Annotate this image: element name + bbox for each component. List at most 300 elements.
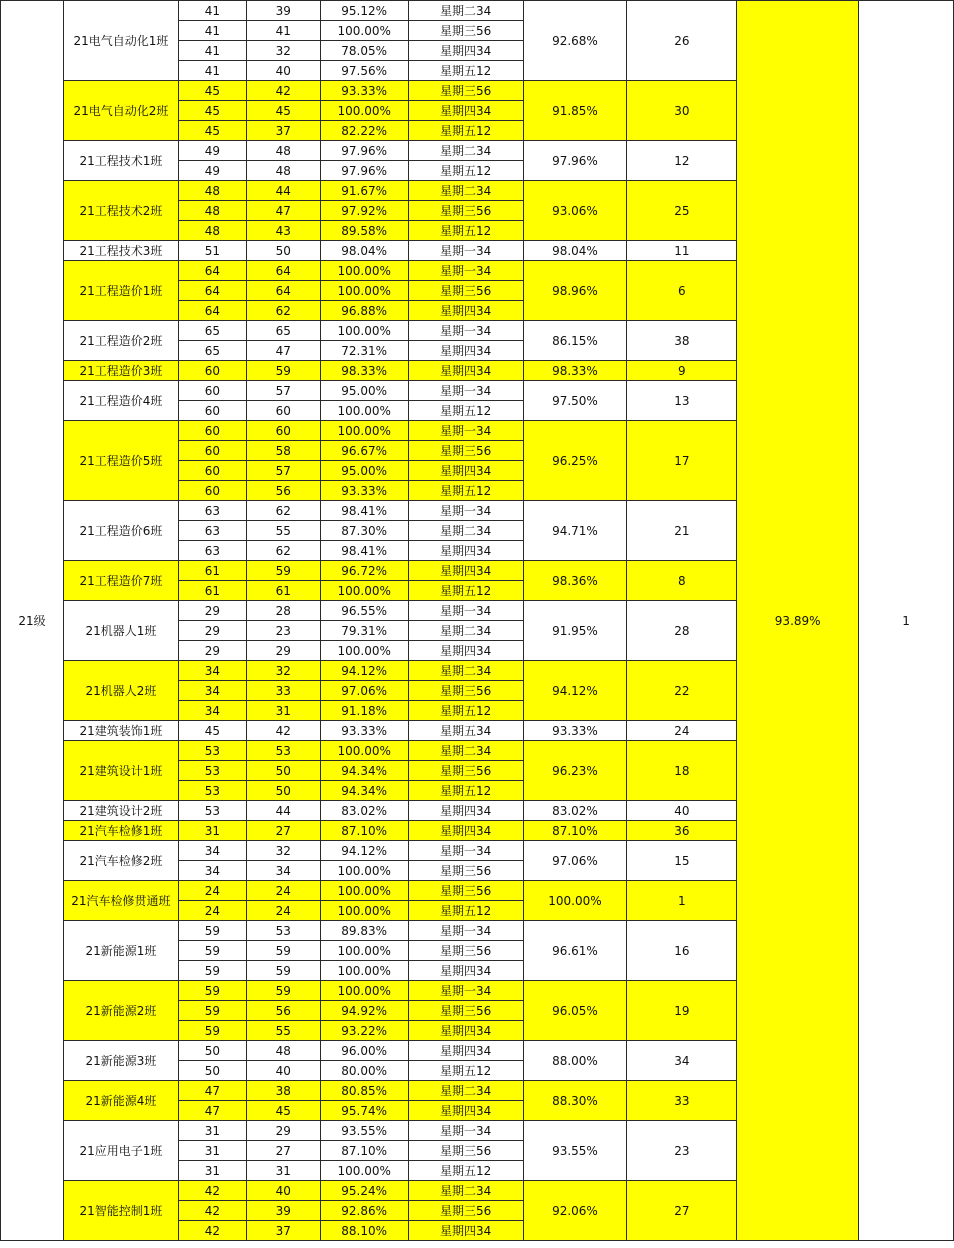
class-rank-cell: 30 <box>627 81 737 141</box>
attendance-rate-cell: 100.00% <box>320 281 408 301</box>
class-name-cell: 21汽车检修贯通班 <box>63 881 178 921</box>
enrolled-cell: 51 <box>178 241 246 261</box>
class-rate-cell: 96.05% <box>523 981 627 1041</box>
class-name-cell: 21工程造价2班 <box>63 321 178 361</box>
session-cell: 星期四34 <box>408 1021 523 1041</box>
enrolled-cell: 64 <box>178 261 246 281</box>
class-name-cell: 21新能源1班 <box>63 921 178 981</box>
attendance-rate-cell: 98.04% <box>320 241 408 261</box>
class-rate-cell: 98.36% <box>523 561 627 601</box>
class-rank-cell: 24 <box>627 721 737 741</box>
attendance-rate-cell: 100.00% <box>320 401 408 421</box>
present-cell: 62 <box>246 301 320 321</box>
present-cell: 42 <box>246 81 320 101</box>
class-name-cell: 21电气自动化1班 <box>63 1 178 81</box>
class-name-cell: 21建筑设计2班 <box>63 801 178 821</box>
class-rank-cell: 36 <box>627 821 737 841</box>
enrolled-cell: 31 <box>178 1121 246 1141</box>
session-cell: 星期一34 <box>408 321 523 341</box>
session-cell: 星期一34 <box>408 261 523 281</box>
class-name-cell: 21建筑设计1班 <box>63 741 178 801</box>
enrolled-cell: 34 <box>178 701 246 721</box>
attendance-rate-cell: 100.00% <box>320 1161 408 1181</box>
session-cell: 星期三56 <box>408 441 523 461</box>
enrolled-cell: 48 <box>178 201 246 221</box>
present-cell: 28 <box>246 601 320 621</box>
class-name-cell: 21智能控制1班 <box>63 1181 178 1241</box>
class-rank-cell: 38 <box>627 321 737 361</box>
attendance-rate-cell: 93.33% <box>320 81 408 101</box>
enrolled-cell: 53 <box>178 781 246 801</box>
class-name-cell: 21工程造价6班 <box>63 501 178 561</box>
session-cell: 星期三56 <box>408 681 523 701</box>
enrolled-cell: 63 <box>178 521 246 541</box>
session-cell: 星期二34 <box>408 521 523 541</box>
present-cell: 41 <box>246 21 320 41</box>
class-rank-cell: 34 <box>627 1041 737 1081</box>
attendance-rate-cell: 97.96% <box>320 141 408 161</box>
class-rate-cell: 97.96% <box>523 141 627 181</box>
class-rank-cell: 22 <box>627 661 737 721</box>
session-cell: 星期四34 <box>408 561 523 581</box>
class-name-cell: 21新能源2班 <box>63 981 178 1041</box>
attendance-rate-cell: 100.00% <box>320 941 408 961</box>
class-rank-cell: 1 <box>627 881 737 921</box>
enrolled-cell: 60 <box>178 361 246 381</box>
class-rate-cell: 100.00% <box>523 881 627 921</box>
class-rank-cell: 40 <box>627 801 737 821</box>
class-rate-cell: 86.15% <box>523 321 627 361</box>
enrolled-cell: 31 <box>178 1161 246 1181</box>
attendance-rate-cell: 100.00% <box>320 421 408 441</box>
enrolled-cell: 59 <box>178 1021 246 1041</box>
attendance-rate-cell: 95.74% <box>320 1101 408 1121</box>
present-cell: 62 <box>246 501 320 521</box>
enrolled-cell: 45 <box>178 81 246 101</box>
enrolled-cell: 63 <box>178 541 246 561</box>
session-cell: 星期四34 <box>408 361 523 381</box>
attendance-rate-cell: 93.33% <box>320 721 408 741</box>
attendance-rate-cell: 97.92% <box>320 201 408 221</box>
enrolled-cell: 53 <box>178 761 246 781</box>
present-cell: 44 <box>246 801 320 821</box>
session-cell: 星期一34 <box>408 601 523 621</box>
session-cell: 星期二34 <box>408 621 523 641</box>
present-cell: 59 <box>246 981 320 1001</box>
attendance-rate-cell: 94.92% <box>320 1001 408 1021</box>
attendance-rate-cell: 97.06% <box>320 681 408 701</box>
enrolled-cell: 42 <box>178 1201 246 1221</box>
class-rank-cell: 18 <box>627 741 737 801</box>
attendance-rate-cell: 100.00% <box>320 741 408 761</box>
attendance-rate-cell: 89.58% <box>320 221 408 241</box>
class-name-cell: 21建筑装饰1班 <box>63 721 178 741</box>
enrolled-cell: 41 <box>178 21 246 41</box>
attendance-rate-cell: 96.67% <box>320 441 408 461</box>
enrolled-cell: 31 <box>178 1141 246 1161</box>
present-cell: 40 <box>246 1061 320 1081</box>
attendance-rate-cell: 96.72% <box>320 561 408 581</box>
enrolled-cell: 65 <box>178 341 246 361</box>
session-cell: 星期五12 <box>408 221 523 241</box>
class-rank-cell: 26 <box>627 1 737 81</box>
session-cell: 星期一34 <box>408 241 523 261</box>
enrolled-cell: 29 <box>178 601 246 621</box>
session-cell: 星期五12 <box>408 701 523 721</box>
class-rate-cell: 97.50% <box>523 381 627 421</box>
class-rate-cell: 98.96% <box>523 261 627 321</box>
session-cell: 星期一34 <box>408 981 523 1001</box>
enrolled-cell: 41 <box>178 1 246 21</box>
attendance-rate-cell: 89.83% <box>320 921 408 941</box>
enrolled-cell: 60 <box>178 401 246 421</box>
class-name-cell: 21工程技术2班 <box>63 181 178 241</box>
session-cell: 星期五12 <box>408 161 523 181</box>
attendance-rate-cell: 78.05% <box>320 41 408 61</box>
present-cell: 24 <box>246 901 320 921</box>
present-cell: 65 <box>246 321 320 341</box>
enrolled-cell: 47 <box>178 1081 246 1101</box>
enrolled-cell: 59 <box>178 1001 246 1021</box>
enrolled-cell: 48 <box>178 221 246 241</box>
enrolled-cell: 61 <box>178 561 246 581</box>
attendance-rate-cell: 95.00% <box>320 461 408 481</box>
present-cell: 60 <box>246 401 320 421</box>
present-cell: 55 <box>246 1021 320 1041</box>
class-name-cell: 21汽车检修1班 <box>63 821 178 841</box>
class-rank-cell: 19 <box>627 981 737 1041</box>
class-name-cell: 21工程技术1班 <box>63 141 178 181</box>
present-cell: 48 <box>246 1041 320 1061</box>
enrolled-cell: 45 <box>178 721 246 741</box>
enrolled-cell: 29 <box>178 621 246 641</box>
session-cell: 星期五12 <box>408 901 523 921</box>
attendance-rate-cell: 93.55% <box>320 1121 408 1141</box>
enrolled-cell: 42 <box>178 1221 246 1241</box>
enrolled-cell: 60 <box>178 421 246 441</box>
attendance-rate-cell: 98.41% <box>320 541 408 561</box>
class-rate-cell: 92.06% <box>523 1181 627 1241</box>
class-rank-cell: 23 <box>627 1121 737 1181</box>
session-cell: 星期四34 <box>408 541 523 561</box>
session-cell: 星期四34 <box>408 1101 523 1121</box>
present-cell: 47 <box>246 341 320 361</box>
enrolled-cell: 64 <box>178 301 246 321</box>
session-cell: 星期三56 <box>408 21 523 41</box>
session-cell: 星期五12 <box>408 61 523 81</box>
enrolled-cell: 49 <box>178 141 246 161</box>
session-cell: 星期一34 <box>408 421 523 441</box>
enrolled-cell: 60 <box>178 461 246 481</box>
attendance-rate-cell: 93.33% <box>320 481 408 501</box>
present-cell: 45 <box>246 1101 320 1121</box>
attendance-rate-cell: 91.67% <box>320 181 408 201</box>
session-cell: 星期一34 <box>408 921 523 941</box>
class-rate-cell: 87.10% <box>523 821 627 841</box>
class-name-cell: 21应用电子1班 <box>63 1121 178 1181</box>
present-cell: 48 <box>246 161 320 181</box>
session-cell: 星期五34 <box>408 721 523 741</box>
attendance-rate-cell: 100.00% <box>320 581 408 601</box>
present-cell: 39 <box>246 1201 320 1221</box>
enrolled-cell: 53 <box>178 801 246 821</box>
session-cell: 星期四34 <box>408 461 523 481</box>
attendance-rate-cell: 96.00% <box>320 1041 408 1061</box>
session-cell: 星期三56 <box>408 1141 523 1161</box>
class-name-cell: 21电气自动化2班 <box>63 81 178 141</box>
class-name-cell: 21工程造价7班 <box>63 561 178 601</box>
present-cell: 56 <box>246 1001 320 1021</box>
session-cell: 星期三56 <box>408 1201 523 1221</box>
enrolled-cell: 59 <box>178 961 246 981</box>
attendance-rate-cell: 95.12% <box>320 1 408 21</box>
present-cell: 64 <box>246 261 320 281</box>
attendance-rate-cell: 97.96% <box>320 161 408 181</box>
class-rate-cell: 94.12% <box>523 661 627 721</box>
attendance-rate-cell: 94.34% <box>320 761 408 781</box>
attendance-rate-cell: 100.00% <box>320 961 408 981</box>
present-cell: 59 <box>246 361 320 381</box>
enrolled-cell: 50 <box>178 1061 246 1081</box>
enrolled-cell: 47 <box>178 1101 246 1121</box>
attendance-rate-cell: 100.00% <box>320 881 408 901</box>
class-rank-cell: 8 <box>627 561 737 601</box>
attendance-rate-cell: 80.00% <box>320 1061 408 1081</box>
present-cell: 50 <box>246 781 320 801</box>
present-cell: 57 <box>246 461 320 481</box>
session-cell: 星期二34 <box>408 661 523 681</box>
class-name-cell: 21新能源4班 <box>63 1081 178 1121</box>
enrolled-cell: 24 <box>178 881 246 901</box>
present-cell: 45 <box>246 101 320 121</box>
present-cell: 50 <box>246 761 320 781</box>
session-cell: 星期五12 <box>408 581 523 601</box>
present-cell: 60 <box>246 421 320 441</box>
class-name-cell: 21工程技术3班 <box>63 241 178 261</box>
attendance-rate-cell: 93.22% <box>320 1021 408 1041</box>
session-cell: 星期四34 <box>408 801 523 821</box>
class-name-cell: 21新能源3班 <box>63 1041 178 1081</box>
session-cell: 星期四34 <box>408 301 523 321</box>
class-rate-cell: 88.00% <box>523 1041 627 1081</box>
enrolled-cell: 34 <box>178 661 246 681</box>
enrolled-cell: 59 <box>178 981 246 1001</box>
session-cell: 星期二34 <box>408 741 523 761</box>
session-cell: 星期四34 <box>408 641 523 661</box>
enrolled-cell: 29 <box>178 641 246 661</box>
enrolled-cell: 49 <box>178 161 246 181</box>
session-cell: 星期三56 <box>408 81 523 101</box>
session-cell: 星期五12 <box>408 1061 523 1081</box>
present-cell: 40 <box>246 61 320 81</box>
class-rate-cell: 96.23% <box>523 741 627 801</box>
enrolled-cell: 60 <box>178 441 246 461</box>
class-rank-cell: 6 <box>627 261 737 321</box>
present-cell: 59 <box>246 961 320 981</box>
class-rate-cell: 91.95% <box>523 601 627 661</box>
present-cell: 32 <box>246 661 320 681</box>
session-cell: 星期四34 <box>408 1041 523 1061</box>
class-rank-cell: 15 <box>627 841 737 881</box>
present-cell: 29 <box>246 1121 320 1141</box>
attendance-rate-cell: 100.00% <box>320 101 408 121</box>
present-cell: 24 <box>246 881 320 901</box>
class-rate-cell: 93.06% <box>523 181 627 241</box>
session-cell: 星期二34 <box>408 1181 523 1201</box>
class-rate-cell: 93.55% <box>523 1121 627 1181</box>
enrolled-cell: 61 <box>178 581 246 601</box>
present-cell: 47 <box>246 201 320 221</box>
session-cell: 星期四34 <box>408 1221 523 1241</box>
session-cell: 星期一34 <box>408 501 523 521</box>
attendance-rate-cell: 82.22% <box>320 121 408 141</box>
attendance-rate-cell: 98.33% <box>320 361 408 381</box>
present-cell: 59 <box>246 561 320 581</box>
present-cell: 50 <box>246 241 320 261</box>
class-name-cell: 21工程造价4班 <box>63 381 178 421</box>
session-cell: 星期四34 <box>408 341 523 361</box>
session-cell: 星期三56 <box>408 761 523 781</box>
attendance-rate-cell: 87.30% <box>320 521 408 541</box>
class-rank-cell: 17 <box>627 421 737 501</box>
attendance-rate-cell: 100.00% <box>320 901 408 921</box>
attendance-rate-cell: 98.41% <box>320 501 408 521</box>
session-cell: 星期二34 <box>408 141 523 161</box>
class-rate-cell: 94.71% <box>523 501 627 561</box>
class-rate-cell: 98.33% <box>523 361 627 381</box>
class-rank-cell: 16 <box>627 921 737 981</box>
class-name-cell: 21机器人1班 <box>63 601 178 661</box>
present-cell: 62 <box>246 541 320 561</box>
attendance-rate-cell: 100.00% <box>320 861 408 881</box>
enrolled-cell: 48 <box>178 181 246 201</box>
class-rate-cell: 96.61% <box>523 921 627 981</box>
present-cell: 32 <box>246 41 320 61</box>
present-cell: 48 <box>246 141 320 161</box>
enrolled-cell: 59 <box>178 941 246 961</box>
attendance-rate-cell: 83.02% <box>320 801 408 821</box>
class-name-cell: 21工程造价3班 <box>63 361 178 381</box>
class-rate-cell: 83.02% <box>523 801 627 821</box>
attendance-rate-cell: 87.10% <box>320 1141 408 1161</box>
session-cell: 星期五12 <box>408 401 523 421</box>
attendance-rate-cell: 87.10% <box>320 821 408 841</box>
enrolled-cell: 34 <box>178 861 246 881</box>
attendance-rate-cell: 96.88% <box>320 301 408 321</box>
attendance-rate-cell: 94.12% <box>320 661 408 681</box>
enrolled-cell: 42 <box>178 1181 246 1201</box>
class-rate-cell: 93.33% <box>523 721 627 741</box>
session-cell: 星期五12 <box>408 481 523 501</box>
attendance-rate-cell: 79.31% <box>320 621 408 641</box>
class-rank-cell: 9 <box>627 361 737 381</box>
enrolled-cell: 41 <box>178 41 246 61</box>
enrolled-cell: 59 <box>178 921 246 941</box>
grade-rank-cell: 1 <box>859 1 954 1241</box>
enrolled-cell: 45 <box>178 121 246 141</box>
enrolled-cell: 24 <box>178 901 246 921</box>
attendance-rate-cell: 100.00% <box>320 261 408 281</box>
present-cell: 38 <box>246 1081 320 1101</box>
enrolled-cell: 31 <box>178 821 246 841</box>
present-cell: 44 <box>246 181 320 201</box>
present-cell: 27 <box>246 821 320 841</box>
class-rate-cell: 97.06% <box>523 841 627 881</box>
present-cell: 29 <box>246 641 320 661</box>
grade-rate-cell: 93.89% <box>737 1 859 1241</box>
session-cell: 星期二34 <box>408 1081 523 1101</box>
class-rank-cell: 28 <box>627 601 737 661</box>
present-cell: 61 <box>246 581 320 601</box>
class-name-cell: 21工程造价1班 <box>63 261 178 321</box>
present-cell: 31 <box>246 701 320 721</box>
attendance-rate-cell: 80.85% <box>320 1081 408 1101</box>
enrolled-cell: 34 <box>178 841 246 861</box>
enrolled-cell: 41 <box>178 61 246 81</box>
class-rate-cell: 92.68% <box>523 1 627 81</box>
present-cell: 53 <box>246 741 320 761</box>
attendance-rate-cell: 92.86% <box>320 1201 408 1221</box>
present-cell: 40 <box>246 1181 320 1201</box>
table-body <box>1 1 954 1241</box>
enrolled-cell: 45 <box>178 101 246 121</box>
present-cell: 59 <box>246 941 320 961</box>
present-cell: 27 <box>246 1141 320 1161</box>
session-cell: 星期三56 <box>408 1001 523 1021</box>
present-cell: 31 <box>246 1161 320 1181</box>
attendance-rate-cell: 100.00% <box>320 21 408 41</box>
session-cell: 星期二34 <box>408 1 523 21</box>
present-cell: 39 <box>246 1 320 21</box>
enrolled-cell: 53 <box>178 741 246 761</box>
attendance-rate-cell: 100.00% <box>320 641 408 661</box>
class-name-cell: 21机器人2班 <box>63 661 178 721</box>
class-rate-cell: 91.85% <box>523 81 627 141</box>
class-name-cell: 21汽车检修2班 <box>63 841 178 881</box>
present-cell: 37 <box>246 1221 320 1241</box>
present-cell: 32 <box>246 841 320 861</box>
session-cell: 星期三56 <box>408 881 523 901</box>
attendance-rate-cell: 100.00% <box>320 981 408 1001</box>
present-cell: 57 <box>246 381 320 401</box>
session-cell: 星期三56 <box>408 941 523 961</box>
class-rank-cell: 27 <box>627 1181 737 1241</box>
session-cell: 星期四34 <box>408 101 523 121</box>
present-cell: 53 <box>246 921 320 941</box>
session-cell: 星期五12 <box>408 121 523 141</box>
attendance-rate-cell: 72.31% <box>320 341 408 361</box>
session-cell: 星期二34 <box>408 181 523 201</box>
present-cell: 43 <box>246 221 320 241</box>
table-row <box>1 1 954 21</box>
attendance-rate-cell: 94.34% <box>320 781 408 801</box>
enrolled-cell: 63 <box>178 501 246 521</box>
session-cell: 星期四34 <box>408 821 523 841</box>
enrolled-cell: 60 <box>178 381 246 401</box>
enrolled-cell: 50 <box>178 1041 246 1061</box>
class-rate-cell: 98.04% <box>523 241 627 261</box>
attendance-rate-cell: 95.00% <box>320 381 408 401</box>
present-cell: 55 <box>246 521 320 541</box>
session-cell: 星期三56 <box>408 201 523 221</box>
attendance-rate-cell: 100.00% <box>320 321 408 341</box>
session-cell: 星期四34 <box>408 41 523 61</box>
attendance-rate-cell: 95.24% <box>320 1181 408 1201</box>
attendance-rate-cell: 88.10% <box>320 1221 408 1241</box>
class-rate-cell: 96.25% <box>523 421 627 501</box>
attendance-rate-cell: 91.18% <box>320 701 408 721</box>
class-rank-cell: 21 <box>627 501 737 561</box>
